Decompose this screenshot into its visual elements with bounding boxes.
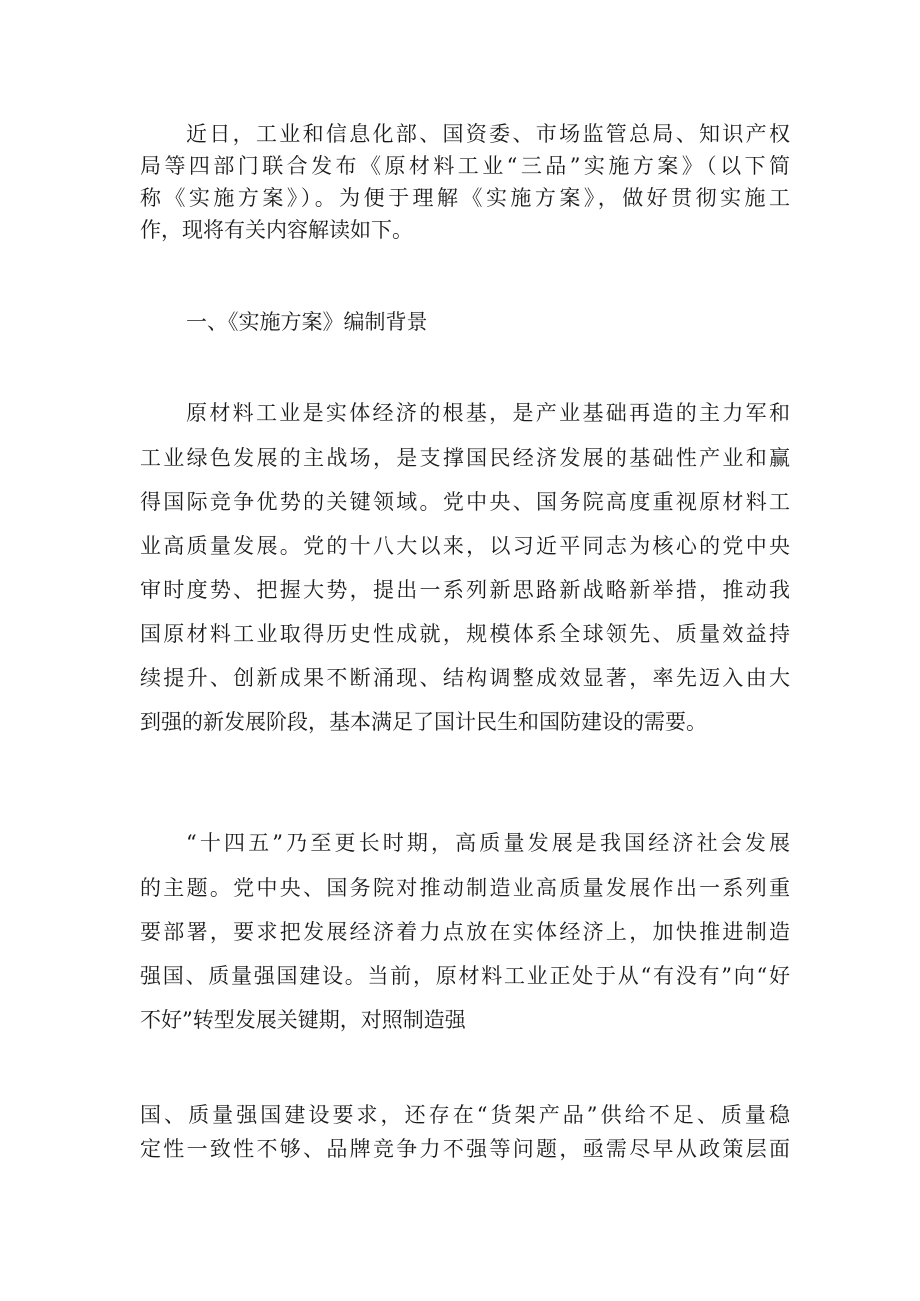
para1-line-5: 审时度势、把握大势，提出一系列新思路新战略新举措，推动我 <box>140 578 790 602</box>
para3-line-1: 国、质量强国建设要求，还存在“货架产品”供给不足、质量稳 <box>140 1103 790 1127</box>
para1-line-8: 到强的新发展阶段，基本满足了国计民生和国防建设的需要。 <box>140 710 707 734</box>
para2-line-1: “十四五”乃至更长时期，高质量发展是我国经济社会发展 <box>186 831 790 855</box>
para1-line-7: 续提升、创新成果不断涌现、结构调整成效显著，率先迈入由大 <box>140 666 790 690</box>
intro-line-3: 称《实施方案》）。为便于理解《实施方案》，做好贯彻实施工 <box>140 186 790 210</box>
para1-line-2: 工业绿色发展的主战场，是支撑国民经济发展的基础性产业和赢 <box>140 446 790 470</box>
para1-line-6: 国原材料工业取得历史性成就，规模体系全球领先、质量效益持 <box>140 622 790 646</box>
intro-line-1: 近日，工业和信息化部、国资委、市场监管总局、知识产权 <box>186 122 790 146</box>
para1-line-1: 原材料工业是实体经济的根基，是产业基础再造的主力军和 <box>186 401 790 425</box>
para1-line-3: 得国际竞争优势的关键领域。党中央、国务院高度重视原材料工 <box>140 490 790 514</box>
para2-line-3: 要部署，要求把发展经济着力点放在实体经济上，加快推进制造 <box>140 920 790 944</box>
para2-line-5: 不好”转型发展关键期，对照制造强 <box>140 1008 466 1032</box>
para1-line-4: 业高质量发展。党的十八大以来，以习近平同志为核心的党中央 <box>140 534 790 558</box>
para2-line-4: 强国、质量强国建设。当前，原材料工业正处于从“有没有”向“好 <box>140 964 790 988</box>
para2-line-2: 的主题。党中央、国务院对推动制造业高质量发展作出一系列重 <box>140 876 790 900</box>
para3-line-2: 定性一致性不够、品牌竞争力不强等问题，亟需尽早从政策层面 <box>140 1137 790 1161</box>
section-heading: 一、《实施方案》编制背景 <box>186 310 428 334</box>
intro-line-4: 作，现将有关内容解读如下。 <box>140 218 413 242</box>
intro-line-2: 局等四部门联合发布《原材料工业“三品”实施方案》（以下简 <box>140 154 790 178</box>
